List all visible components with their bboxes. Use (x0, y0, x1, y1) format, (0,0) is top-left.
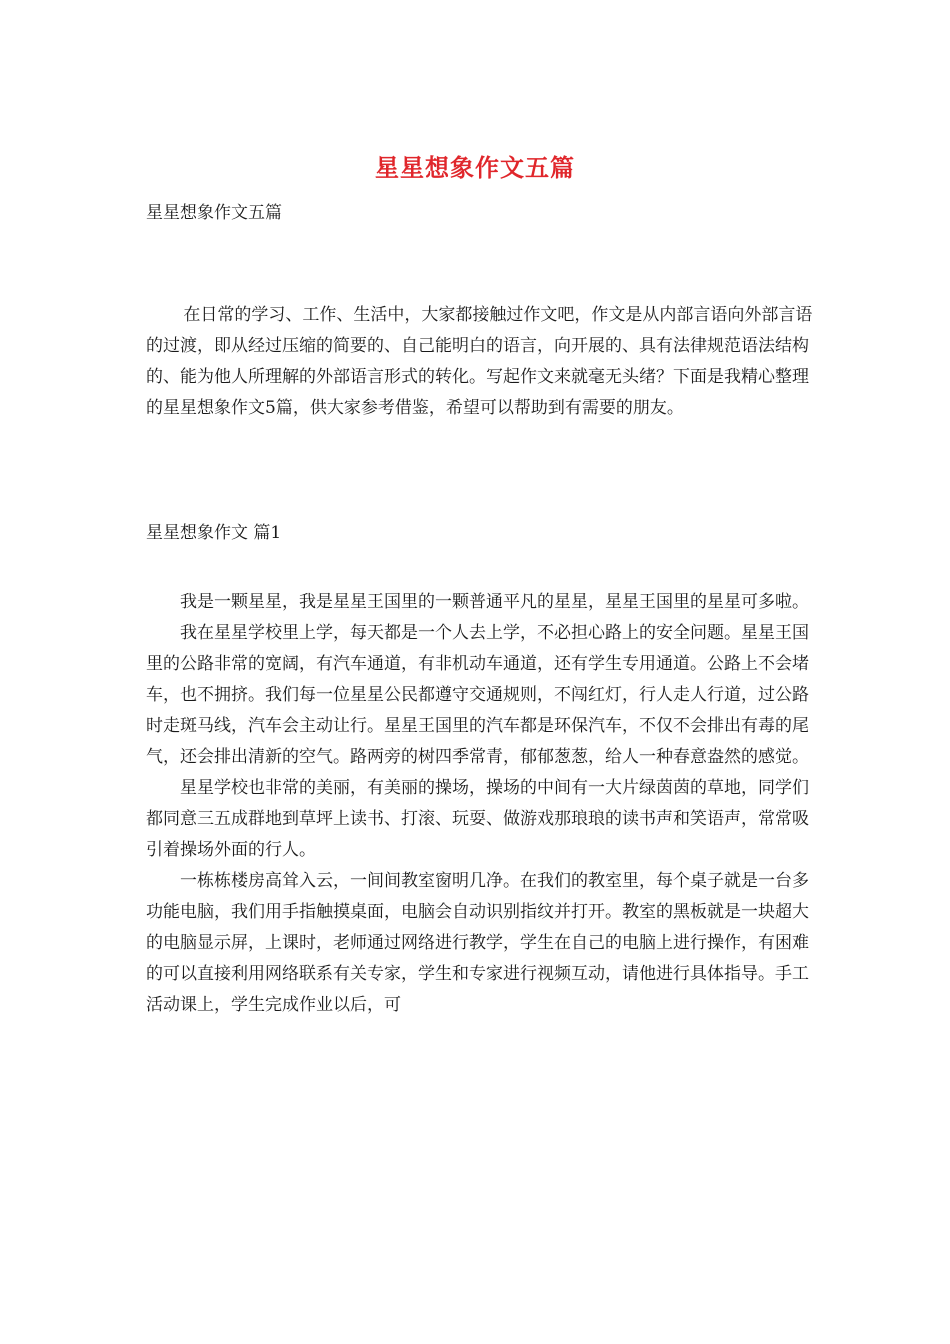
section-heading: 星星想象作文 篇1 (146, 523, 282, 543)
essay-paragraph: 星星学校也非常的美丽，有美丽的操场，操场的中间有一大片绿茵茵的草地，同学们都同意三五成群地到草坪上读书、打滚、玩耍、做游戏那琅琅的读书声和笑语声，常常吸引着操场外面的行人。 (146, 778, 809, 860)
document-subtitle: 星星想象作文五篇 (146, 203, 282, 223)
document-title: 星星想象作文五篇 (375, 153, 575, 182)
essay-body (146, 587, 814, 1021)
intro-paragraph: 在日常的学习、工作、生活中，大家都接触过作文吧，作文是从内部言语向外部言语的过渡，即从经过压缩的简要的、自己能明白的语言，向开展的、具有法律规范语法结构的、能为他人所理解的外部语言形式的转化。写起作文来就毫无头绪？下面是我精心整理的星星想象作文5篇，供大家参考借鉴，希望可以帮助到有需要的朋友。 (146, 305, 813, 418)
essay-paragraph: 我在星星学校里上学，每天都是一个人去上学，不必担心路上的安全问题。星星王国里的公路非常的宽阔，有汽车通道，有非机动车通道，还有学生专用通道。公路上不会堵车，也不拥挤。我们每一位星星公民都遵守交通规则，不闯红灯，行人走人行道，过公路时走斑马线，汽车会主动让行。星星王国里的汽车都是环保汽车，不仅不会排出有毒的尾气，还会排出清新的空气。路两旁的树四季常青，郁郁葱葱，给人一种春意盎然的感觉。 (146, 623, 809, 767)
essay-paragraph: 我是一颗星星，我是星星王国里的一颗普通平凡的星星，星星王国里的星星可多啦。 (180, 592, 809, 612)
essay-paragraph: 一栋栋楼房高耸入云，一间间教室窗明几净。在我们的教室里，每个桌子就是一台多功能电脑，我们用手指触摸桌面，电脑会自动识别指纹并打开。教室的黑板就是一块超大的电脑显示屏，上课时，老师通过网络进行教学，学生在自己的电脑上进行操作，有困难的可以直接利用网络联系有关专家，学生和专家进行视频互动，请他进行具体指导。手工活动课上，学生完成作业以后，可 (146, 871, 809, 1015)
